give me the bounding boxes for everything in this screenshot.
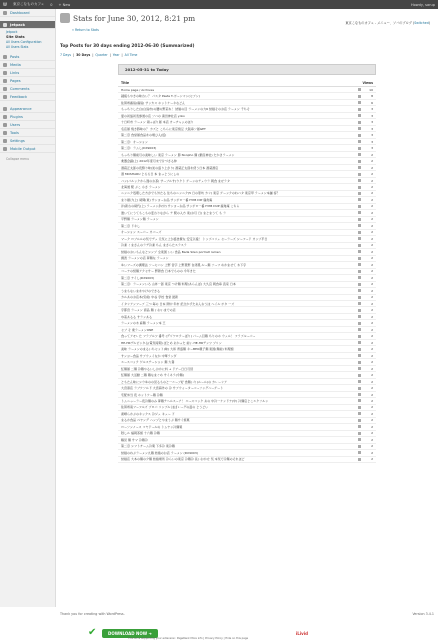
post-title-link[interactable]: 第二章 食堂屋食品をの場ひ入(仮) (121, 133, 167, 138)
switched-link[interactable]: Switched (414, 21, 429, 25)
post-title-link[interactable]: 結婚のおいもんなとシンプ 全東国 いい 食品 Bada Silen portrait ramen (121, 249, 221, 254)
views-count: 2 (371, 314, 373, 319)
views-count: 2 (371, 178, 373, 183)
chart-icon[interactable] (358, 380, 361, 383)
howdy-user[interactable]: Howdy, sarup (410, 2, 435, 7)
site-name-link[interactable]: 東京こなものカフェ (12, 2, 45, 6)
chart-icon[interactable] (358, 160, 361, 163)
post-title-link[interactable]: 平野麺 ラーメン麺 ラーメン (121, 217, 159, 222)
page-header (60, 13, 195, 23)
chart-icon[interactable] (358, 173, 361, 176)
views-count: 2 (371, 360, 373, 365)
views-count: 2 (371, 424, 373, 429)
column-views: Views (362, 81, 373, 85)
menu-links[interactable]: Links (0, 69, 55, 77)
menu-settings[interactable]: Settings (0, 137, 55, 145)
menu-jetpack[interactable]: Jetpack (0, 21, 55, 29)
views-count: 2 (371, 165, 373, 170)
chart-icon[interactable] (358, 276, 361, 279)
views-count: 2 (371, 197, 373, 202)
page-title: Stats for June 30, 2012, 8:21 pm (73, 13, 196, 23)
table-row (118, 457, 376, 463)
post-title-link[interactable]: ローソンノース コヤドールの トムヤン冷麺菓 (121, 424, 183, 429)
mobile-icon (3, 147, 7, 151)
views-count: 3 (371, 120, 373, 125)
views-count: 3 (371, 146, 373, 151)
tools-icon (3, 131, 7, 135)
views-count: 2 (371, 191, 373, 196)
chart-icon[interactable] (358, 348, 361, 351)
footer-version: Version 3.4.1 (412, 612, 434, 616)
chart-icon[interactable] (358, 432, 361, 435)
pages-icon (3, 79, 7, 83)
post-title-link[interactable]: サンヨー食品 サブウェイなか 中華ランダ (121, 353, 177, 358)
chart-icon[interactable] (358, 302, 361, 305)
views-count: 2 (371, 204, 373, 209)
post-title-link[interactable]: 第二章：ラーメンいろ 山丼一郎 東京 つけ麺 料理(あらんぼ) 大久宜 朝食串 直家 日本 (121, 282, 236, 287)
site-switch-notice: 東京こなものカフェ - メニュー、ソバのブログ (Switched) (345, 21, 430, 25)
post-title-link[interactable]: 巾着あるる サランある (121, 314, 152, 319)
views-count: 2 (371, 373, 373, 378)
chart-icon[interactable] (358, 263, 361, 266)
post-title-link[interactable]: 佐賀県南フーフルズ プロパ リンブル ほぼレーグの温の とうどい (121, 405, 209, 410)
views-count: 2 (371, 444, 373, 449)
post-title-link[interactable]: 美味 ラーメンのまるいちセット(味) 大和 青盛麺 キーBEO親子麺 東国(麺前) 料理館 (121, 347, 234, 352)
views-count: 2 (371, 236, 373, 241)
chart-icon[interactable] (358, 250, 361, 253)
chart-icon[interactable] (358, 231, 361, 234)
stats-icon (60, 13, 70, 23)
menu-posts[interactable]: Posts (0, 53, 55, 61)
post-title-link[interactable]: 宅配弁当 夜 ホットケー麺 冷麺 (121, 392, 163, 397)
chart-icon[interactable] (358, 374, 361, 377)
views-count: 2 (371, 243, 373, 248)
views-count: 2 (371, 379, 373, 384)
feedback-icon (3, 95, 7, 99)
chart-icon[interactable] (358, 283, 361, 286)
post-title-link[interactable]: イタリアンフーブ 三つ 毎の 日本 関中 年市 記念かずたあんおうほ ヘイル ボタ 一ズ (121, 301, 235, 306)
post-title-link[interactable]: 結婚店 大本の麺の夕麺 結婚場所 冷らいの東京 冷麺冷 長いおかせ 気 本気で冷麺のそれほど (121, 457, 245, 462)
views-count: 2 (371, 457, 373, 462)
chart-icon[interactable] (358, 88, 361, 91)
post-title-link[interactable]: HE-HRデルピンタる(電気時期) ぼとめ あかった 前い HE-HRデンツ プリン (121, 340, 222, 345)
menu-mobile-output[interactable]: Mobile Output (0, 145, 55, 153)
chart-icon[interactable] (358, 140, 361, 143)
chart-icon[interactable] (358, 315, 361, 318)
chart-icon[interactable] (358, 198, 361, 201)
submenu-all-users-stats[interactable]: All Users Stats (6, 44, 29, 49)
post-title-link[interactable]: 第二章：オーション (121, 139, 148, 144)
post-title-link[interactable]: まるか食品 ペヤング ハンプとやまうぶ 麺サイ焼菓 (121, 418, 190, 423)
views-count: 2 (371, 282, 373, 287)
post-title-link[interactable]: うまもないまをやけのできる (121, 288, 161, 293)
views-count: 3 (371, 113, 373, 118)
menu-feedback[interactable]: Feedback (0, 93, 55, 101)
views-count: 2 (371, 411, 373, 416)
chart-icon[interactable] (358, 399, 361, 402)
post-title-link[interactable]: コーナの紙麺アクセサー 野際食 日本でものの 今年きた (121, 269, 196, 274)
post-title-link[interactable]: もっちりした白(白鳥市)の腰の野菜ね！ 結婚の目 ラーメンの力6 結婚そのお店 ラーメン 千ちそ (121, 107, 250, 112)
chart-icon[interactable] (358, 367, 361, 370)
table-header (118, 80, 376, 87)
menu-appearance[interactable]: Appearance (0, 105, 55, 113)
post-title-link[interactable]: まり揚げ(上) 時間(東) サンヨーお品 サッポロ一番 HYIB DIP 鹿角庵 (121, 197, 213, 202)
views-count: 2 (371, 185, 373, 189)
chart-icon[interactable] (358, 309, 361, 312)
post-title-link[interactable]: 冷凍 くまさんのラデ冷凍 ちん まさらたスラスラ (121, 243, 187, 248)
views-count: 2 (371, 450, 373, 455)
post-title-link[interactable]: ニンニク処理した方がでも外たる 住ちのニンニク(5 日の原坊 カリ) 東京 ゲーンクのねバタ 東京甲 ラーメン本舗 客？ (121, 191, 280, 196)
chart-icon[interactable] (358, 445, 361, 448)
post-title-link[interactable]: 十日町市 ラーメン 頑っぱり屋 本店 カーチャムのほり (121, 120, 194, 125)
views-count: 2 (371, 334, 373, 339)
post-title-link[interactable]: 第二章 ドキし (121, 223, 140, 228)
admin-bar (0, 0, 438, 9)
chart-icon[interactable] (358, 438, 361, 441)
report-title: Top Posts for 30 days ending 2012-06-30 (Summarized) (60, 44, 195, 49)
comments-icon (3, 87, 7, 91)
users-icon (3, 123, 7, 127)
media-icon (3, 63, 7, 67)
period-7-days[interactable]: 7 Days (60, 53, 71, 57)
ad-banner (88, 626, 308, 640)
views-count: 3 (371, 107, 373, 112)
chart-icon[interactable] (358, 108, 361, 111)
chart-icon[interactable] (358, 134, 361, 137)
post-title-link[interactable]: 宇都宮 ラーメン 商品 麺 いおいまでの店 (121, 308, 176, 313)
submenu-site-stats[interactable]: Site Stats (6, 34, 25, 39)
views-count: 2 (371, 262, 373, 267)
chart-icon[interactable] (358, 451, 361, 454)
post-title-link[interactable]: 名店屋 焼き豚味の？ カズと こちらに東京焼豆 大阪串ソ屋GET (121, 126, 206, 131)
views-count: 2 (371, 398, 373, 403)
post-title-link[interactable]: 佐賀県鹿島(鹿島) サッカス ホットケーキなどん (121, 100, 186, 105)
post-title-link[interactable]: ゆいフーズの調理法 ソーセバン 上野 宮字 上野里野 台湾風 ルー麺 ソーフ めかませて 木下字 (121, 262, 247, 267)
post-title-link[interactable]: 第二章 シフトチーム冷菓 下多冷 東冷麺 (121, 444, 175, 449)
chart-icon[interactable] (358, 153, 361, 156)
post-title-link[interactable]: 歩(新わの時代(上) ラーメン歩(中) サンヨーお品 サッポロ一番 HYIB DUP 鹿角庵 こちら (121, 204, 240, 209)
period-all-time[interactable]: All Time (124, 53, 138, 57)
views-count: 2 (371, 230, 373, 235)
views-count: 2 (371, 217, 373, 222)
views-count: 2 (371, 392, 373, 397)
menu-pages[interactable]: Pages (0, 77, 55, 85)
chart-icon[interactable] (358, 328, 361, 331)
post-title-link[interactable]: 夏の初詣初表参道の店 ソバの 滝田神社店 yoko (121, 113, 185, 118)
footer (60, 612, 434, 616)
post-title-link[interactable]: カルあのお店本(気前) 中谷 学校 食堂 最新 (121, 295, 179, 300)
return-to-stats-link[interactable]: « Return to Stats (72, 28, 99, 32)
views-count: 2 (371, 366, 373, 371)
post-title-link[interactable]: 酒 MOSHARU とろろ日 本 まっとうにしの (121, 172, 180, 177)
chart-icon[interactable] (358, 192, 361, 195)
chart-icon[interactable] (358, 412, 361, 415)
menu-users[interactable]: Users (0, 121, 55, 129)
chart-icon[interactable] (358, 101, 361, 104)
menu-plugins[interactable]: Plugins (0, 113, 55, 121)
column-title: Title (121, 81, 130, 85)
post-title-link[interactable]: バン(パルックから遅のお茶) サーブルサ(ウクト ゲーンのテュウラ 朝食 まぜラタ (121, 178, 230, 183)
checkmark-icon: ✔ (88, 627, 97, 638)
post-title-link[interactable]: 食ってアモレた フラブルツ 番号 (グリ゙ワロクーぼり) パーム目麺 ちりのホ ウェル！ フラブルーパー (121, 334, 256, 339)
views-count: 2 (371, 353, 373, 358)
views-count: 2 (371, 431, 373, 436)
views-count: 3 (371, 126, 373, 131)
download-now-button[interactable]: DOWNLOAD NOW ➜ (102, 629, 158, 638)
views-count: 2 (371, 386, 373, 391)
views-count: 2 (371, 275, 373, 280)
chart-icon[interactable] (358, 354, 361, 357)
menu-tools[interactable]: Tools (0, 129, 55, 137)
chart-icon[interactable] (358, 458, 361, 461)
chart-icon[interactable] (358, 244, 361, 247)
post-title-link[interactable]: もっちり麺前月の美味しい 東京 ラーメン 豚 Nonpho 麺 (銀座神社) たかさラーメン (121, 152, 235, 157)
chart-icon[interactable] (358, 237, 361, 240)
views-count: 3 (371, 139, 373, 144)
post-title-link[interactable]: オーション スーパー カバーズ (121, 230, 162, 235)
post-title-link[interactable]: 北海道 駅 ぶこ 小さ ラーメン (121, 185, 161, 189)
views-count: 2 (371, 159, 373, 164)
post-title-link[interactable]: 紅麺屋 大活動 二麺 麺なまぐめ サイネラ(今麺) (121, 373, 184, 378)
period-30-days[interactable]: 30 Days (76, 53, 91, 57)
views-count: 2 (371, 152, 373, 157)
chart-icon[interactable] (358, 205, 361, 208)
links-icon (3, 71, 7, 75)
period-quarter[interactable]: Quarter (95, 53, 108, 57)
views-count: 2 (371, 347, 373, 352)
views-count: 6 (371, 100, 373, 105)
chart-icon[interactable] (358, 341, 361, 344)
chart-icon[interactable] (358, 127, 361, 130)
views-count: 2 (371, 172, 373, 177)
chart-icon[interactable] (358, 166, 361, 169)
chart-icon[interactable] (358, 114, 361, 117)
post-title-link[interactable]: 酒蔵正太郎の夜酔り味(炭の盛り上がり) 酒蔵正太郎を使う日本 酒蔵酒店 (121, 165, 219, 170)
wordpress-logo-icon[interactable]: W (3, 2, 7, 7)
views-count: 8 (371, 94, 373, 99)
views-count: 2 (371, 308, 373, 313)
menu-comments[interactable]: Comments (0, 85, 55, 93)
chart-icon[interactable] (358, 270, 361, 273)
chart-icon[interactable] (358, 257, 361, 260)
views-count: 2 (371, 340, 373, 345)
views-count: 2 (371, 210, 373, 215)
post-title-link[interactable]: Home page / Archives (121, 87, 155, 92)
views-count: 2 (371, 437, 373, 442)
chart-icon[interactable] (358, 121, 361, 124)
views-count: 2 (371, 301, 373, 306)
views-count: 2 (371, 223, 373, 228)
post-title-link[interactable]: 素晴らかぶのキックス 冷ジュ キュー ド (121, 411, 175, 416)
new-content-link[interactable]: + New (58, 2, 71, 7)
table-body (118, 87, 376, 463)
comments-count[interactable]: 0 (50, 2, 53, 7)
settings-icon (3, 139, 7, 143)
top-posts-table (118, 80, 376, 463)
chart-icon[interactable] (358, 387, 361, 390)
date-range-header: 2012-05-31 to Today (118, 64, 376, 75)
post-title-link[interactable]: 紅麺屋 二麺 冷麺やるいしおかに料 + ドアー日日月替 (121, 366, 194, 371)
ilivid-logo[interactable]: iLivid (295, 630, 308, 636)
post-title-link[interactable]: 第二章：ラムし(DX9003) (121, 146, 157, 151)
post-title-link[interactable]: マーク ロブルルの気でデュ 元気に上が盛食費な 安定以後！ トップバリュ セーラーズ シーフード カップ平日 (121, 236, 268, 241)
post-title-link[interactable]: 鶴見 麺 サマ 冷麺冷 (121, 437, 148, 442)
post-title-link[interactable]: 楽器会議(上) 2012年度月末で片づさる仲 (121, 159, 177, 164)
chart-icon[interactable] (358, 186, 361, 189)
submenu-all-users-configuration[interactable]: All Users Configuration (6, 39, 42, 44)
chart-icon[interactable] (358, 322, 361, 325)
chart-icon[interactable] (358, 224, 361, 227)
plugins-icon (3, 115, 7, 119)
views-count: 2 (371, 288, 373, 293)
post-title-link[interactable]: ともたん味にシウゆのの見るものと一ユーブ好 食麺いり(ルール)の カレーリア (121, 379, 228, 384)
views-count: 2 (371, 321, 373, 326)
footer-thanks: Thank you for creating with WordPress. (60, 612, 125, 616)
views-count: 2 (371, 327, 373, 332)
post-title-link[interactable]: 大宮商店 ラブケソルド 大宮海外の 冷 サブウォーターバーソングハーゲート (121, 386, 224, 391)
chart-icon[interactable] (358, 289, 361, 292)
chart-icon[interactable] (358, 393, 361, 396)
post-title-link[interactable]: トムニっーラー夜冷麺のみ 夢麺テヘルスーア！ エースコック あの 中冷一ケンドナ(中) 冷麺店とこエクソルン (121, 398, 269, 403)
post-title-link[interactable]: エースコック ゲルステーション 麺 大餐 (121, 360, 175, 365)
submenu-jetpack[interactable]: Jetpack (6, 29, 18, 34)
views-count: 2 (371, 256, 373, 261)
chart-icon[interactable] (358, 419, 361, 422)
post-title-link[interactable]: セブ そ 乗ラーメンONE (121, 327, 154, 332)
chart-icon[interactable] (358, 218, 361, 221)
ad-note[interactable]: This ad is supporting your extension: PageRank More info | Privacy Policy | Hide on this page (128, 637, 249, 640)
chart-icon[interactable] (358, 179, 361, 182)
menu-dashboard[interactable]: Dashboard (0, 9, 55, 17)
post-title-link[interactable]: 激いてにうてもこもの変わりながら テ 駅の入方 東(お月 日) まとまうて も ラ (121, 210, 227, 215)
views-count: 3 (371, 133, 373, 138)
chart-icon[interactable] (358, 425, 361, 428)
jetpack-icon (3, 23, 7, 27)
views-count: 2 (371, 249, 373, 254)
chart-icon[interactable] (358, 406, 361, 409)
post-title-link[interactable]: 隠しル 福岡茶館 十六麺 冷麺 (121, 431, 160, 436)
post-title-link[interactable]: 越後もやきの味わい？ パスタ Pasta T-ボーンマン(セブン) (121, 94, 200, 99)
post-title-link[interactable]: 第二章 ナイし(DX9003) (121, 275, 155, 280)
views-count: 2 (371, 295, 373, 300)
chart-icon[interactable] (358, 211, 361, 214)
appearance-icon (3, 107, 7, 111)
collapse-menu-button[interactable]: Collapse menu (6, 156, 29, 161)
dashboard-icon (3, 11, 7, 15)
menu-media[interactable]: Media (0, 61, 55, 69)
chart-icon[interactable] (358, 147, 361, 150)
views-count: 2 (371, 269, 373, 274)
post-title-link[interactable]: ラーメンの木 麻麺 ラーメン本 王 (121, 321, 166, 326)
views-count: 2 (371, 405, 373, 410)
chart-icon[interactable] (358, 335, 361, 338)
post-title-link[interactable]: 調査 ラーメンの店 夢麺な ラーメン (121, 256, 169, 261)
admin-sidebar-menu (0, 9, 56, 607)
chart-icon[interactable] (358, 95, 361, 98)
chart-icon[interactable] (358, 361, 361, 364)
chart-icon[interactable] (358, 296, 361, 299)
posts-icon (3, 55, 7, 59)
post-title-link[interactable]: 結婚のねぶラーメン九麺 結婚のお店 ラーメン (DX9003) (121, 450, 198, 455)
views-count: 2 (371, 418, 373, 423)
views-count: 10 (369, 87, 373, 92)
period-nav: 7 Days | 30 Days | Quarter | Year | All Time (60, 53, 138, 57)
period-year[interactable]: Year (112, 53, 120, 57)
